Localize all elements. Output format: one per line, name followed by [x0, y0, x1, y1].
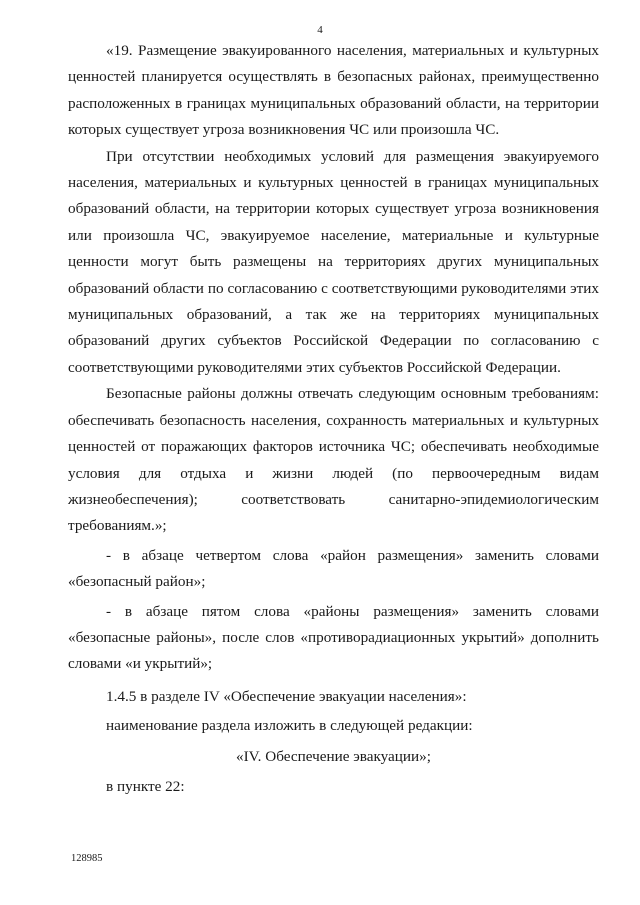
page-number: 4 — [317, 24, 323, 36]
document-body — [68, 38, 599, 800]
paragraph-safe-area-requirements: Безопасные районы должны отвечать следующим основным требованиям: обеспечивать безопасность населения, сохранность материальных и культурных ценностей от поражающих факторов источника ЧС; обеспечивать необходимые условия для отдыха и жизни людей (по первоочередным видам жизнеобеспечения); соответствовать санитарно-эпидемиологическим требованиям.»; — [68, 385, 599, 535]
paragraph-alternative-placement: При отсутствии необходимых условий для размещения эвакуируемого населения, материальных и культурных ценностей в границах муниципальных образований области, на территории которых существует угроза возникновения или произошла ЧС, эвакуируемое население, материальные и культурные ценности могут быть размещены на территориях других муниципальных образований области по согласованию с соответствующими руководителями этих муниципальных образований, а так же на территориях муниципальных образований других субъектов Российской Федерации по согласованию с соответствующими руководителями этих субъектов Российской Федерации. — [68, 147, 599, 376]
section-line: 1.4.5 в разделе IV «Обеспечение эвакуации населения»: — [106, 687, 467, 705]
list-item-paragraph-four: - в абзаце четвертом слова «район размещения» заменить словами «безопасный район»; — [68, 546, 599, 591]
new-section-heading: «IV. Обеспечение эвакуации»; — [236, 747, 431, 765]
point-line: в пункте 22: — [106, 777, 185, 795]
list-item-paragraph-five: - в абзаце пятом слова «районы размещения» заменить словами «безопасные районы», после слов «противорадиационных укрытий» дополнить словами «и укрытий»; — [68, 602, 599, 673]
document-code: 128985 — [71, 853, 103, 864]
paragraph-item-19: «19. Размещение эвакуированного населения, материальных и культурных ценностей планируется осуществлять в безопасных районах, преимущественно расположенных в границах муниципальных образований области, на территории которых существует угроза возникновения ЧС или произошла ЧС. — [68, 42, 599, 139]
heading-instruction: наименование раздела изложить в следующей редакции: — [106, 717, 473, 735]
